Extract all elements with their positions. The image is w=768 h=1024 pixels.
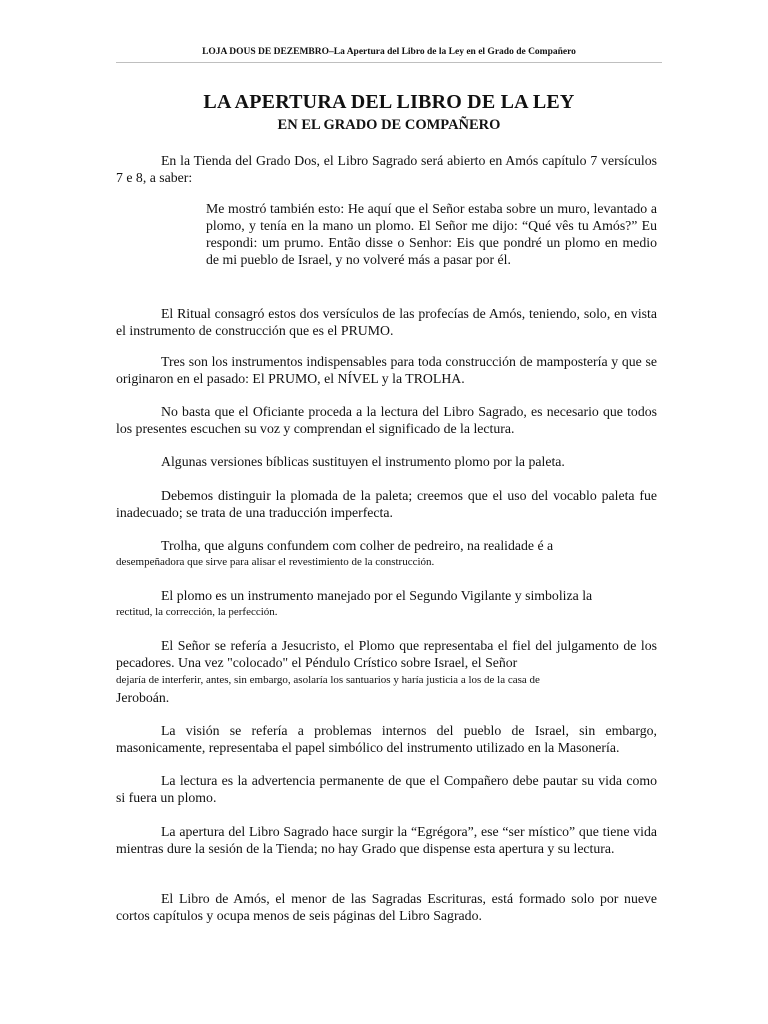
paragraph-text: El Señor se refería a Jesucristo, el Plomo que representaba el fiel del julgamento de los pecadores. Una vez "colocado" el Péndulo Crístico sobre Israel, el Señor	[116, 638, 657, 670]
paragraph-text: Algunas versiones bíblicas sustituyen el instrumento plomo por la paleta.	[161, 454, 565, 469]
paragraph-text: Trolha, que alguns confundem com colher de pedreiro, na realidade é a	[161, 538, 554, 553]
paragraph	[116, 487, 657, 521]
paragraph	[116, 587, 657, 604]
paragraph	[116, 772, 657, 806]
paragraph	[116, 890, 657, 924]
paragraph-text: No basta que el Oficiante proceda a la lectura del Libro Sagrado, es necesario que todos los presentes escuchen su voz y comprendan el significado de la lectura.	[116, 404, 657, 436]
paragraph	[116, 305, 657, 339]
paragraph-text: El plomo es un instrumento manejado por el Segundo Vigilante y simboliza la	[161, 588, 593, 603]
paragraph-continuation: dejaría de interferir, antes, sin embargo, asolaría los santuarios y haría justicia a los de la casa de	[116, 674, 540, 686]
paragraph-text: Tres son los instrumentos indispensables para toda construcción de mampostería y que se originaron en el pasado: El PRUMO, el NÍVEL y la TROLHA.	[116, 354, 657, 386]
paragraph-text: Debemos distinguir la plomada de la paleta; creemos que el uso del vocablo paleta fue inadecuado; se trata de una traducción imperfecta.	[116, 488, 657, 520]
paragraph	[116, 537, 657, 554]
paragraph	[116, 637, 657, 671]
paragraph	[116, 353, 657, 387]
running-header: LOJA DOUS DE DEZEMBRO–La Apertura del Libro de la Ley en el Grado de Compañero	[202, 47, 576, 57]
header-divider	[116, 62, 662, 63]
intro-text: En la Tienda del Grado Dos, el Libro Sagrado será abierto en Amós capítulo 7 versículos 7 e 8, a saber:	[116, 153, 657, 185]
paragraph	[116, 722, 657, 756]
paragraph-continuation: rectitud, la corrección, la perfección.	[116, 606, 278, 618]
scripture-quote: Me mostró también esto: He aquí que el Señor estaba sobre un muro, levantado a plomo, y tenía en la mano un plomo. El Señor me dijo: “Qué vês tu Amós?” Eu respondi: um prumo. Então disse o Senhor: Eis que pondré un plomo en medio de mi pueblo de Israel, y no volveré más a pasar por él.	[206, 201, 657, 267]
paragraph-text: La visión se refería a problemas internos del pueblo de Israel, sin embargo, masonicamente, representaba el papel simbólico del instrumento utilizado en la Masonería.	[116, 723, 657, 755]
paragraph-text: La lectura es la advertencia permanente de que el Compañero debe pautar su vida como si fuera un plomo.	[116, 773, 657, 805]
document-title: LA APERTURA DEL LIBRO DE LA LEY	[203, 91, 575, 113]
document-subtitle: EN EL GRADO DE COMPAÑERO	[277, 117, 501, 133]
paragraph	[116, 403, 657, 437]
paragraph	[116, 823, 657, 857]
paragraph-continuation: desempeñadora que sirve para alisar el revestimiento de la construcción.	[116, 556, 435, 568]
paragraph-text: El Ritual consagró estos dos versículos de las profecías de Amós, teniendo, solo, en vista el instrumento de construcción que es el PRUMO.	[116, 306, 657, 338]
paragraph-continuation: Jeroboán.	[116, 690, 170, 705]
intro-paragraph	[116, 152, 657, 186]
paragraph-text: El Libro de Amós, el menor de las Sagradas Escrituras, está formado solo por nueve cortos capítulos y ocupa menos de seis páginas del Libro Sagrado.	[116, 891, 657, 923]
paragraph-text: La apertura del Libro Sagrado hace surgir la “Egrégora”, ese “ser místico” que tiene vida mientras dure la sesión de la Tienda; no hay Grado que dispense esta apertura y su lectura.	[116, 824, 657, 856]
paragraph	[116, 453, 657, 470]
